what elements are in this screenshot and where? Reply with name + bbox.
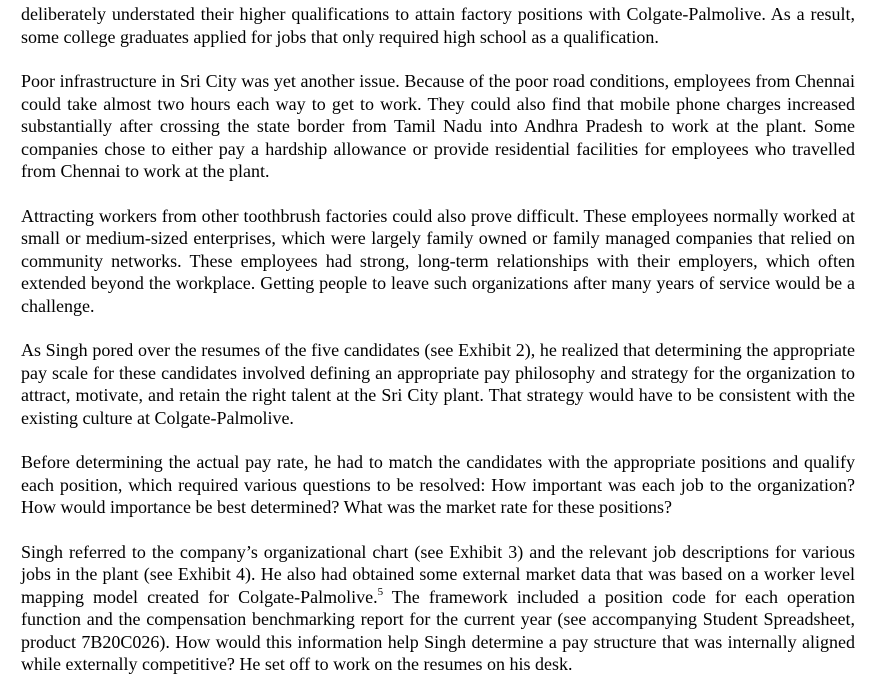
paragraph-pay-philosophy: As Singh pored over the resumes of the five candidates (see Exhibit 2), he realized that determining the appropriate pay scale for these candidates involved defining an appropriate pay philosophy and strategy for the organization to attract, motivate, and retain the right talent at the Sri City plant. That strategy would have to be consistent with the existing culture at Colgate-Palmolive. [21,340,855,428]
paragraph-text-before-footnote: Singh referred to the company’s organizational chart (see Exhibit 3) and the relevant job descriptions for various jobs in the plant (see Exhibit 4). He also had obtained some external market data that was based on a worker level mapping model created for Colgate-Palmolive. [21,541,855,607]
paragraph-text-after-footnote: The framework included a position code for each operation function and the compensation benchmarking report for the current year (see accompanying Student Spreadsheet, product 7B20C026). How would this information help Singh determine a pay structure that was internally aligned while externally competitive? He set off to work on the resumes on his desk. [21,586,855,674]
paragraph-pay-rate: Before determining the actual pay rate, he had to match the candidates with the appropriate positions and qualify each position, which required various questions to be resolved: How important was each job to the organization? How would importance be best determined? What was the market rate for these positions? [21,452,855,517]
footnote-marker[interactable]: 5 [377,585,384,598]
paragraph-infrastructure: Poor infrastructure in Sri City was yet another issue. Because of the poor road conditions, employees from Chennai could take almost two hours each way to get to work. They could also find that mobile phone charges increased substantially after crossing the state border from Tamil Nadu into Andhra Pradesh to work at the plant. Some companies chose to either pay a hardship allowance or provide residential facilities for employees who travelled from Chennai to work at the plant. [21,71,855,181]
document-page [21,0,855,698]
paragraph-attracting-workers: Attracting workers from other toothbrush factories could also prove difficult. These employees normally worked at small or medium-sized enterprises, which were largely family owned or family managed companies that relied on community networks. These employees had strong, long-term relationships with their employers, which often extended beyond the workplace. Getting people to leave such organizations after many years of service would be a challenge. [21,205,855,316]
paragraph-qualifications: deliberately understated their higher qualifications to attain factory positions with Colgate-Palmolive. As a result, some college graduates applied for jobs that only required high school as a qualification. [21,4,855,47]
paragraph-organizational-chart [21,541,855,676]
